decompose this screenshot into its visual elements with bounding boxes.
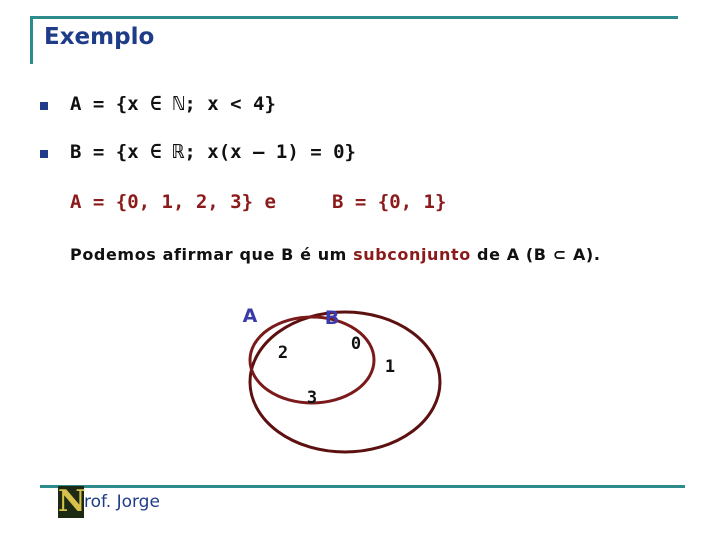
set-a-ellipse (250, 312, 440, 452)
set-a-definition: A = {x ∈ ℕ; x < 4} (70, 93, 276, 115)
subset-keyword: subconjunto (353, 245, 471, 264)
claim-text-start: Podemos afirmar que B é um (70, 245, 354, 264)
slide-title: Exemplo (44, 24, 155, 50)
venn-element: 0 (350, 334, 362, 354)
author-logo: N (58, 484, 86, 519)
set-b-definition: B = {x ∈ ℝ; x(x – 1) = 0} (70, 141, 356, 163)
venn-element: 3 (306, 388, 318, 408)
set-b-result: B = {0, 1} (332, 191, 447, 213)
author-name: rof. Jorge (84, 492, 160, 512)
set-a-result: A = {0, 1, 2, 3} e (70, 191, 276, 213)
set-a-label: A (242, 305, 258, 327)
claim-text-end: de A (B ⊂ A). (470, 245, 601, 264)
venn-element: 2 (277, 343, 289, 363)
venn-element: 1 (384, 357, 396, 377)
set-b-label: B (324, 307, 340, 329)
footer-rule (40, 485, 685, 488)
